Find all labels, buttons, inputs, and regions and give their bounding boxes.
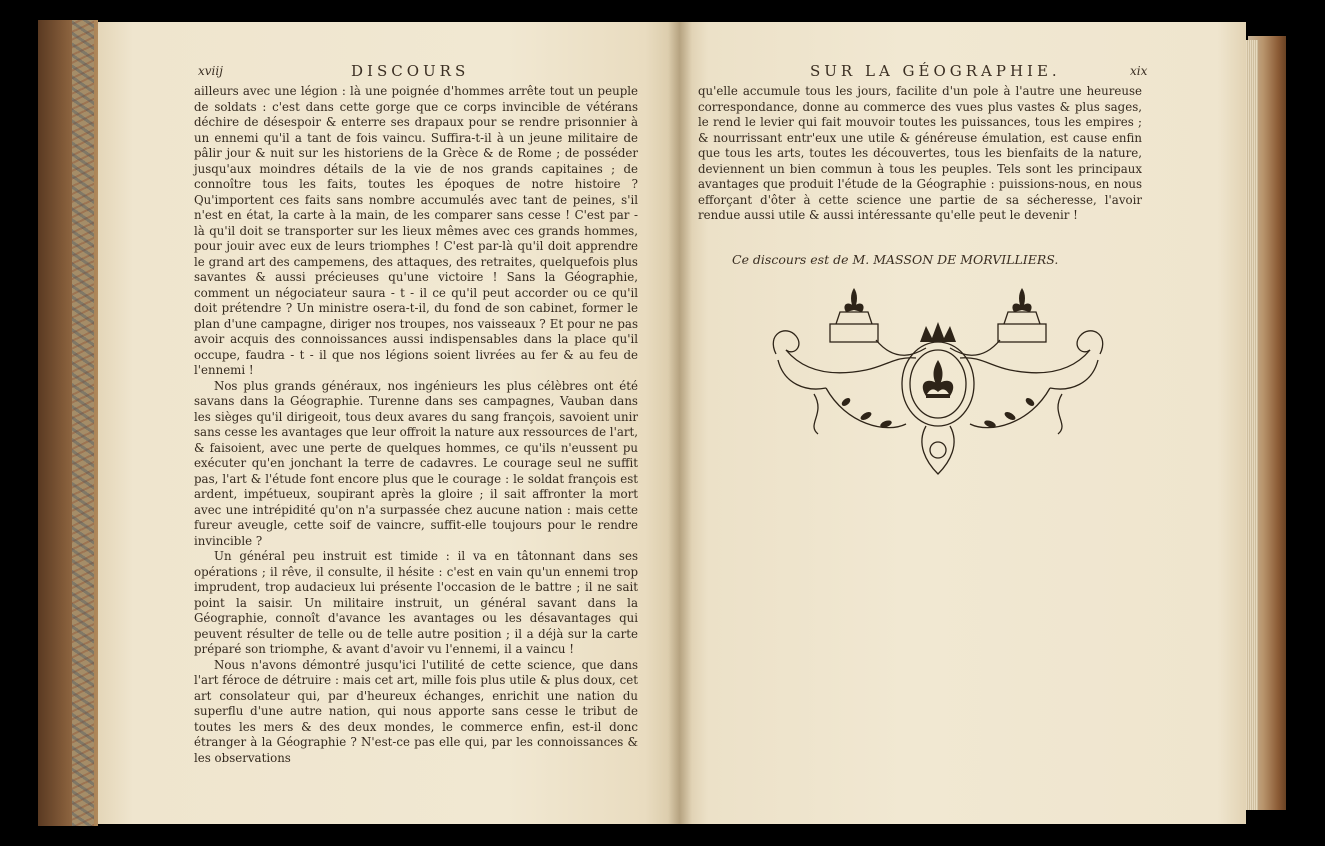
right-folio: xix	[1130, 64, 1148, 78]
royal-fleur-de-lis-vignette-icon	[766, 284, 1110, 484]
attribution-line: Ce discours est de M. MASSON DE MORVILLIERS.	[732, 252, 1059, 267]
paragraph: Un général peu instruit est timide : il va en tâtonnant dans ses opérations ; il rêve, il consulte, il hésite : c'est en vain qu'un ennemi trop imprudent, trop audacieux lui présente l'occasion de le battre ; il ne sait point la saisir. Un militaire instruit, un général savant dans la Géographie, connoît d'avance les avantages ou les désavantages qui peuvent résulter de telle ou de telle autre position ; il a déjà sur la carte préparé son triomphe, & avant d'avoir vu l'ennemi, il a vaincu !	[194, 549, 638, 656]
left-running-head: DISCOURS	[351, 62, 470, 80]
page-stack	[1244, 40, 1258, 810]
book-gutter	[668, 22, 692, 824]
paragraph: Nous n'avons démontré jusqu'ici l'utilité de cette science, que dans l'art féroce de détruire : mais cet art, mille fois plus utile & plus doux, cet art consolateur qui, par d'heureux échanges, enrichit une nation du superflu d'une autre nation, qui nous apporte sans cesse le tribut de toutes les mers & des deux mondes, le commerce enfin, est-il donc étranger à la Géographie ? N'est-ce pas elle qui, par les connoissances & les observations	[194, 657, 638, 765]
right-body-text	[698, 84, 1142, 224]
paragraph: Nos plus grands généraux, nos ingénieurs les plus célèbres ont été savans dans la Géographie. Turenne dans ses campagnes, Vauban dans les sièges qu'il dirigeoit, tous deux avares du sang françois, savoient unir sans cesse les avantages que leur offroit la nature aux ressources de l'art, & faisoient, avec une perte de quelques hommes, ce qu'ils n'eussent pu exécuter qu'en jonchant la terre de cadavres. Le courage seul ne suffit pas, l'art & l'étude font encore plus que le courage : le soldat françois est ardent, impétueux, soupirant après la gloire ; il sait affronter la mort avec une intrépidité qu'on n'a surpassée chez aucune nation : mais cette fureur aveugle, cette soif de vaincre, suffit-elle toujours pour le rendre invincible ?	[194, 378, 638, 548]
marbled-endpaper	[72, 20, 94, 826]
left-page	[98, 22, 680, 824]
paragraph: ailleurs avec une légion : là une poignée d'hommes arrête tout un peuple de soldats : c'est dans cette gorge que ce corps invincible de vétérans déchire de désespoir & enterre ses drapaux pour se rendre prisonnier à un ennemi qu'il a tant de fois vaincu. Suffira-t-il à un jeune militaire de pâlir jour & nuit sur les historiens de la Grèce & de Rome ; de posséder jusqu'aux moindres détails de la vie de nos grands capitaines ; de connoître tous les faits, toutes les époques de notre histoire ? Qu'importent ces faits sans nombre accumulés avec tant de peines, s'il n'est en état, la carte à la main, de les comparer sans cesse ! C'est par - là qu'il doit se transporter sur les lieux mêmes avec ces grands hommes, pour jouir avec eux de leurs triomphes ! C'est par-là qu'il doit apprendre le grand art des campemens, des attaques, des retraites, quelquefois plus savantes & aussi précieuses qu'une victoire ! Sans la Géographie, comment un négociateur saura - t - il ce qu'il peut accorder ou ce qu'il doit prétendre ? Un ministre osera-t-il, du fond de son cabinet, former le plan d'une campagne, diriger nos troupes, nos vaisseaux ? Et pour ne pas avoir acquis des connoissances aussi indispensables dans la place qu'il occupe, faudra - t - il que nos légions soient livrées au fer & au feu de l'ennemi !	[194, 84, 638, 377]
paragraph: qu'elle accumule tous les jours, facilite d'un pole à l'autre une heureuse correspondance, donne au commerce des vues plus vastes & plus sages, le rend le levier qui fait mouvoir toutes les puissances, tous les empires ; & nourrissant entr'eux une utile & généreuse émulation, est cause enfin que tous les arts, toutes les découvertes, tous les bienfaits de la nature, deviennent un bien commun à tous les peuples. Tels sont les principaux avantages que produit l'étude de la Géographie : puissions-nous, en nous efforçant d'ôter à cette science une partie de sa sécheresse, l'avoir rendue aussi utile & aussi intéressante qu'elle peut le devenir !	[698, 84, 1142, 222]
left-folio: xviij	[198, 64, 223, 78]
left-body-text	[194, 84, 638, 766]
right-running-head: SUR LA GÉOGRAPHIE.	[810, 62, 1061, 80]
